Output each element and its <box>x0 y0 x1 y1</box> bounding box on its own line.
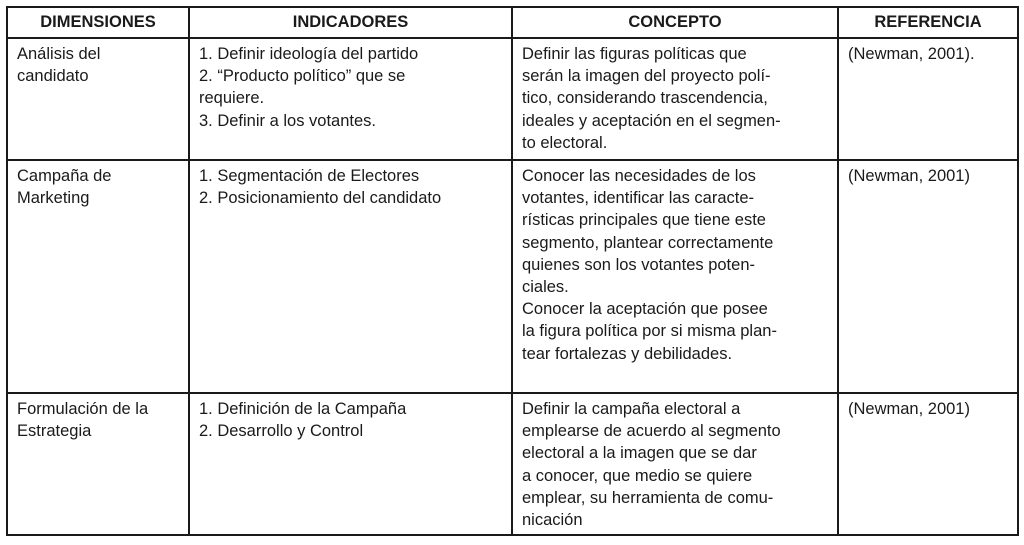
cell-referencia: (Newman, 2001) <box>838 393 1018 535</box>
header-dimensiones: DIMENSIONES <box>7 7 189 38</box>
table-header <box>7 7 1018 38</box>
cell-referencia: (Newman, 2001). <box>838 38 1018 160</box>
table-row <box>7 393 1018 535</box>
table-row <box>7 160 1018 393</box>
table-row <box>7 38 1018 160</box>
cell-indicadores: 1. Definir ideología del partido 2. “Producto político” que se requiere. 3. Definir a los votantes. <box>189 38 512 160</box>
table-body <box>7 38 1018 535</box>
cell-indicadores: 1. Definición de la Campaña 2. Desarrollo y Control <box>189 393 512 535</box>
cell-dimension: Campaña de Marketing <box>7 160 189 393</box>
cell-concepto: Definir las figuras políticas que serán la imagen del proyecto polí- tico, considerando trascendencia, ideales y aceptación en el segmen- to electoral. <box>512 38 838 160</box>
dimensions-table <box>6 6 1019 536</box>
header-concepto: CONCEPTO <box>512 7 838 38</box>
cell-referencia: (Newman, 2001) <box>838 160 1018 393</box>
header-indicadores: INDICADORES <box>189 7 512 38</box>
header-referencia: REFERENCIA <box>838 7 1018 38</box>
cell-concepto: Definir la campaña electoral a emplearse de acuerdo al segmento electoral a la imagen que se dar a conocer, que medio se quiere emplear, su herramienta de comu- nicación <box>512 393 838 535</box>
header-row <box>7 7 1018 38</box>
cell-concepto: Conocer las necesidades de los votantes, identificar las caracte- rísticas principales que tiene este segmento, plantear correctamente quienes son los votantes poten- ciales. Conocer la aceptación que posee la figura política por si misma plan- tear fortalezas y debilidades. <box>512 160 838 393</box>
cell-dimension: Formulación de la Estrategia <box>7 393 189 535</box>
cell-dimension: Análisis del candidato <box>7 38 189 160</box>
cell-indicadores: 1. Segmentación de Electores 2. Posicionamiento del candidato <box>189 160 512 393</box>
